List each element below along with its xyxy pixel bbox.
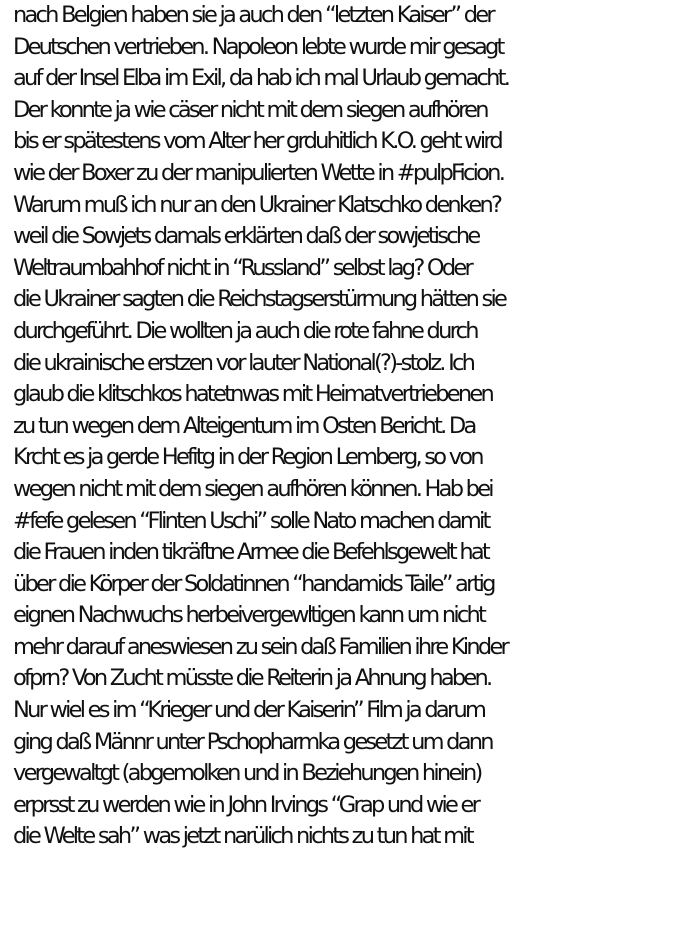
text-line: die ukrainische erstzen vor lauter National(?)-stolz. Ich (13, 349, 474, 376)
text-line: Der konnte ja wie cäser nicht mit dem siegen aufhören (13, 96, 487, 123)
text-line: durchgeführt. Die wollten ja auch die rote fahne durch (13, 317, 477, 344)
text-line: die Ukrainer sagten die Reichstagserstürmung hätten sie (13, 286, 506, 313)
text-line: Deutschen vertrieben. Napoleon lebte wurde mir gesagt (13, 33, 503, 60)
text-line: mehr darauf aneswiesen zu sein daß Familien ihre Kinder (13, 633, 508, 660)
text-line: Nur wiel es im “Krieger und der Kaiserin” Film ja darum (13, 697, 485, 724)
text-line: die Frauen inden tikräftne Armee die Befehlsgewelt hat (13, 539, 488, 566)
text-line: ging daß Männr unter Pschopharmka gesetzt um dann (13, 728, 492, 755)
text-line: eignen Nachwuchs herbeivergewltigen kann um nicht (13, 602, 485, 629)
text-line: Warum muß ich nur an den Ukrainer Klatschko denken? (13, 191, 501, 218)
text-line: ofprn? Von Zucht müsste die Reiterin ja Ahnung haben. (13, 665, 491, 692)
text-line: Weltraumbahhof nicht in “Russland” selbst lag? Oder (13, 254, 471, 281)
text-line: nach Belgien haben sie ja auch den “letzten Kaiser” der (13, 2, 493, 28)
text-line: weil die Sowjets damals erklärten daß der sowjetische (13, 223, 479, 250)
text-line: wie der Boxer zu der manipulierten Wette in #pulpFicion. (13, 159, 504, 186)
text-line: wegen nicht mit dem siegen aufhören können. Hab bei (13, 475, 492, 502)
text-line: Krcht es ja gerde Hefitg in der Region Lemberg, so von (13, 444, 482, 471)
text-line: vergewaltgt (abgemolken und in Beziehungen hinein) (13, 760, 481, 787)
text-line: zu tun wegen dem Alteigentum im Osten Bericht. Da (13, 412, 475, 439)
text-line: erprsst zu werden wie in John Irvings “Grap und wie er (13, 791, 479, 818)
text-line: bis er spätestens vom Alter her grduhitlich K.O. geht wird (13, 128, 501, 155)
text-line: die Welte sah” was jetzt narülich nichts zu tun hat mit (13, 823, 472, 850)
text-line: glaub die klitschkos hatetnwas mit Heimatvertriebenen (13, 381, 492, 408)
text-line: #fefe gelesen “Flinten Uschi” solle Nato machen damit (13, 507, 489, 534)
body-text (13, 0, 683, 853)
text-line: über die Körper der Soldatinnen “handamids Taile” artig (13, 570, 494, 597)
text-line: auf der Insel Elba im Exil, da hab ich mal Urlaub gemacht. (13, 65, 509, 92)
